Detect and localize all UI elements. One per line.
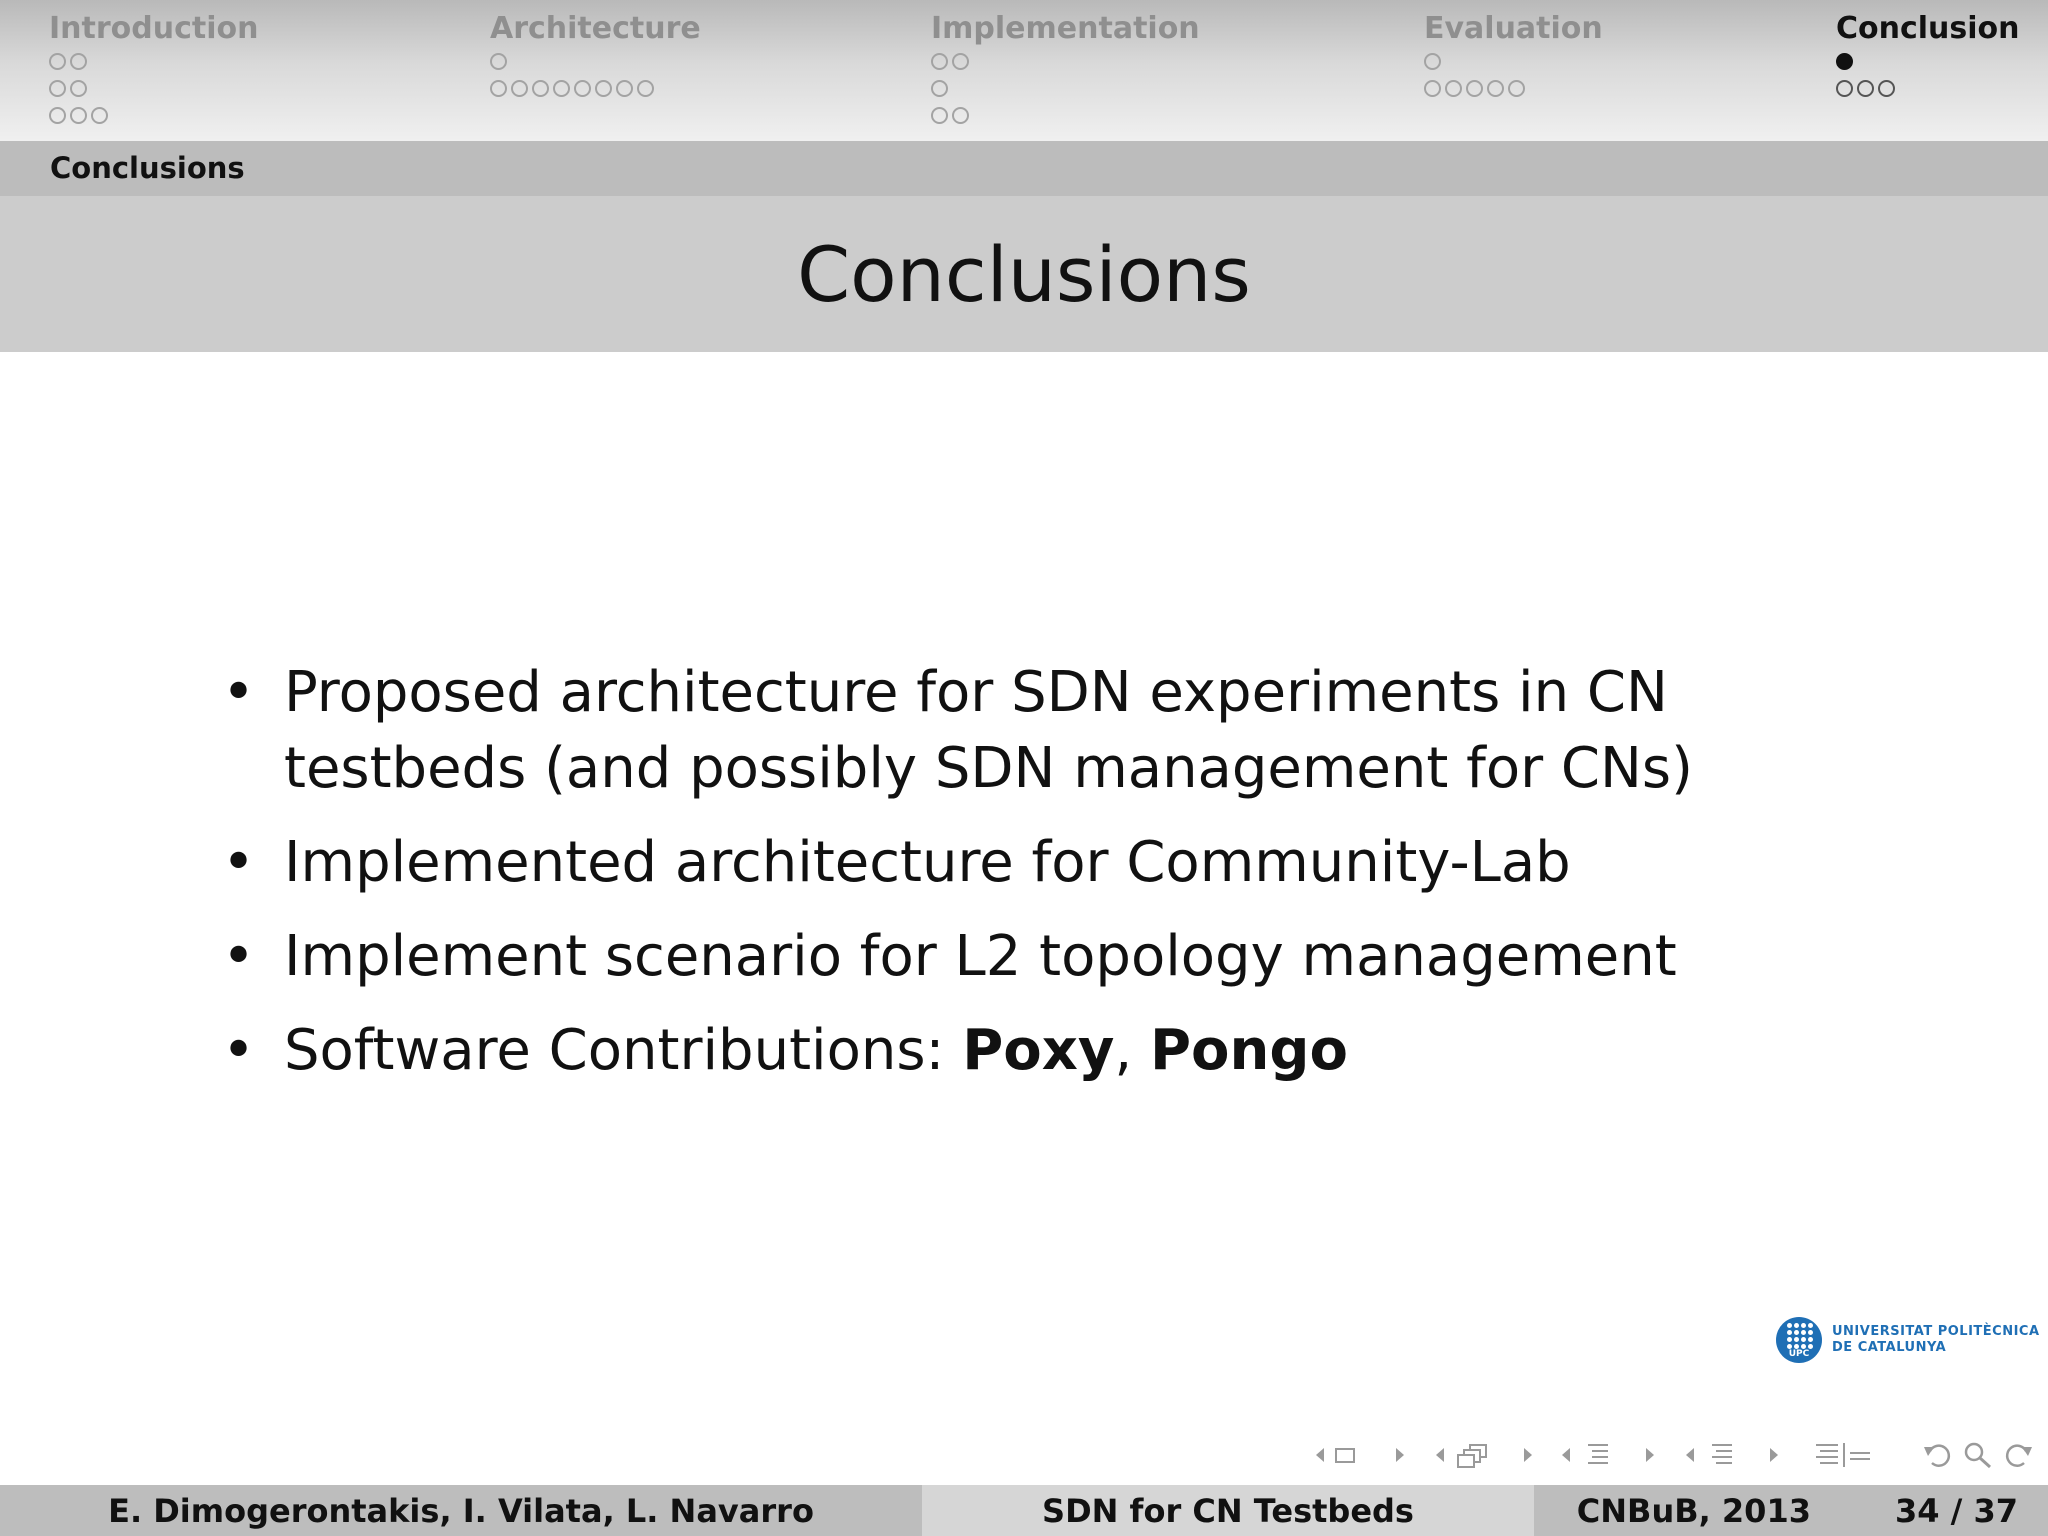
slide-dot[interactable] (490, 53, 507, 70)
upc-wordmark-line1: UNIVERSITAT POLITÈCNICA (1832, 1324, 2040, 1339)
bullet-text: Implement scenario for L2 topology management (284, 924, 1677, 989)
upc-wordmark (1832, 1324, 2040, 1356)
list-item (222, 1013, 1862, 1089)
bullet-text: Proposed architecture for SDN experiments in CN testbeds (and possibly SDN management for CNs) (284, 660, 1693, 801)
slide-dot[interactable] (511, 80, 528, 97)
bullet-marker: • (222, 830, 256, 895)
subsection-nav-icon[interactable] (1562, 1440, 1658, 1470)
back-icon[interactable] (1922, 1441, 1954, 1469)
subsection-dots (931, 102, 1200, 129)
slide-dot[interactable] (595, 80, 612, 97)
slide-dot[interactable] (49, 107, 66, 124)
nav-section-architecture[interactable] (490, 10, 701, 102)
slide-dot[interactable] (1857, 80, 1874, 97)
nav-section-evaluation[interactable] (1424, 10, 1603, 102)
current-slide-dot[interactable] (1836, 53, 1853, 70)
nav-section-title[interactable]: Implementation (931, 11, 1200, 46)
bullet-list (222, 655, 1862, 1107)
slide-dot[interactable] (49, 53, 66, 70)
upc-logo (1776, 1317, 2040, 1363)
slide-dot[interactable] (1508, 80, 1525, 97)
slide-dot[interactable] (532, 80, 549, 97)
navigation-tools (1922, 1440, 2034, 1470)
subsection-dots (931, 48, 1200, 75)
slide-dot[interactable] (637, 80, 654, 97)
slide-dot[interactable] (931, 80, 948, 97)
nav-section-title[interactable]: Introduction (49, 11, 259, 46)
slide-dot[interactable] (49, 80, 66, 97)
search-icon[interactable] (1962, 1441, 1994, 1469)
subsection-dots (1424, 48, 1603, 75)
subsection-dots (490, 75, 701, 102)
list-item (222, 825, 1862, 901)
subsection-dots (490, 48, 701, 75)
subsection-dots (49, 48, 258, 75)
forward-icon[interactable] (2002, 1441, 2034, 1469)
document-nav-icon[interactable] (1814, 1440, 1878, 1470)
separator: , (1114, 1018, 1150, 1083)
slide-dot[interactable] (1487, 80, 1504, 97)
slide-nav-icon[interactable] (1316, 1440, 1426, 1470)
slide-dot[interactable] (70, 107, 87, 124)
bullet-text-prefix: Software Contributions: (284, 1018, 963, 1083)
bullet-marker: • (222, 924, 256, 989)
slide-dot[interactable] (70, 53, 87, 70)
list-item (222, 919, 1862, 995)
footer-date-box (1534, 1485, 2048, 1536)
slide-dot[interactable] (1424, 53, 1441, 70)
footer-venue: CNBuB, 2013 (1576, 1491, 1811, 1530)
nav-section-title-current[interactable]: Conclusion (1836, 11, 2020, 46)
footer-page-number: 34 / 37 (1894, 1491, 2018, 1530)
nav-section-implementation[interactable] (931, 10, 1200, 129)
nav-section-title[interactable]: Architecture (490, 11, 701, 46)
footer-short-title: SDN for CN Testbeds (1042, 1491, 1414, 1530)
list-item (222, 655, 1862, 807)
section-nav-icon[interactable] (1686, 1440, 1782, 1470)
slide-dot[interactable] (931, 53, 948, 70)
footer-authors-box (0, 1485, 922, 1536)
nav-section-conclusion[interactable] (1836, 10, 2020, 102)
subsection-dots (1836, 75, 2020, 102)
subsection-bar (0, 141, 2048, 196)
software-name-pongo: Pongo (1149, 1018, 1348, 1083)
section-navigation (0, 0, 2048, 141)
slide-dot[interactable] (1836, 80, 1853, 97)
nav-section-title[interactable]: Evaluation (1424, 11, 1603, 46)
upc-seal-icon (1776, 1317, 1822, 1363)
slide-dot[interactable] (952, 53, 969, 70)
subsection-dots (49, 75, 258, 102)
bullet-marker: • (222, 660, 256, 725)
bullet-text: Implemented architecture for Community-Lab (284, 830, 1571, 895)
frame-nav-icon[interactable] (1436, 1440, 1536, 1470)
slide-dot[interactable] (91, 107, 108, 124)
slide-dot[interactable] (931, 107, 948, 124)
footline (0, 1485, 2048, 1536)
footer-title-box (922, 1485, 1534, 1536)
subsection-dots (49, 102, 258, 129)
slide-dot[interactable] (553, 80, 570, 97)
slide-dot[interactable] (1424, 80, 1441, 97)
slide-dot[interactable] (1445, 80, 1462, 97)
slide-dot[interactable] (1466, 80, 1483, 97)
slide-dot[interactable] (616, 80, 633, 97)
slide-dot[interactable] (1878, 80, 1895, 97)
subsection-title[interactable]: Conclusions (50, 151, 245, 185)
subsection-dots (1836, 48, 2020, 75)
subsection-dots (1424, 75, 1603, 102)
upc-wordmark-line2: DE CATALUNYA (1832, 1340, 1947, 1355)
slide-dot[interactable] (574, 80, 591, 97)
bullet-marker: • (222, 1018, 256, 1083)
upc-mark: UPC (1788, 1349, 1810, 1359)
subsection-dots (931, 75, 1200, 102)
nav-section-introduction[interactable] (49, 10, 258, 129)
slide-dot[interactable] (952, 107, 969, 124)
frame-title-bar (0, 196, 2048, 352)
frame-title: Conclusions (797, 229, 1251, 319)
slide-dot[interactable] (70, 80, 87, 97)
footer-authors: E. Dimogerontakis, I. Vilata, L. Navarro (108, 1491, 814, 1530)
software-name-poxy: Poxy (962, 1018, 1115, 1083)
slide-dot[interactable] (490, 80, 507, 97)
